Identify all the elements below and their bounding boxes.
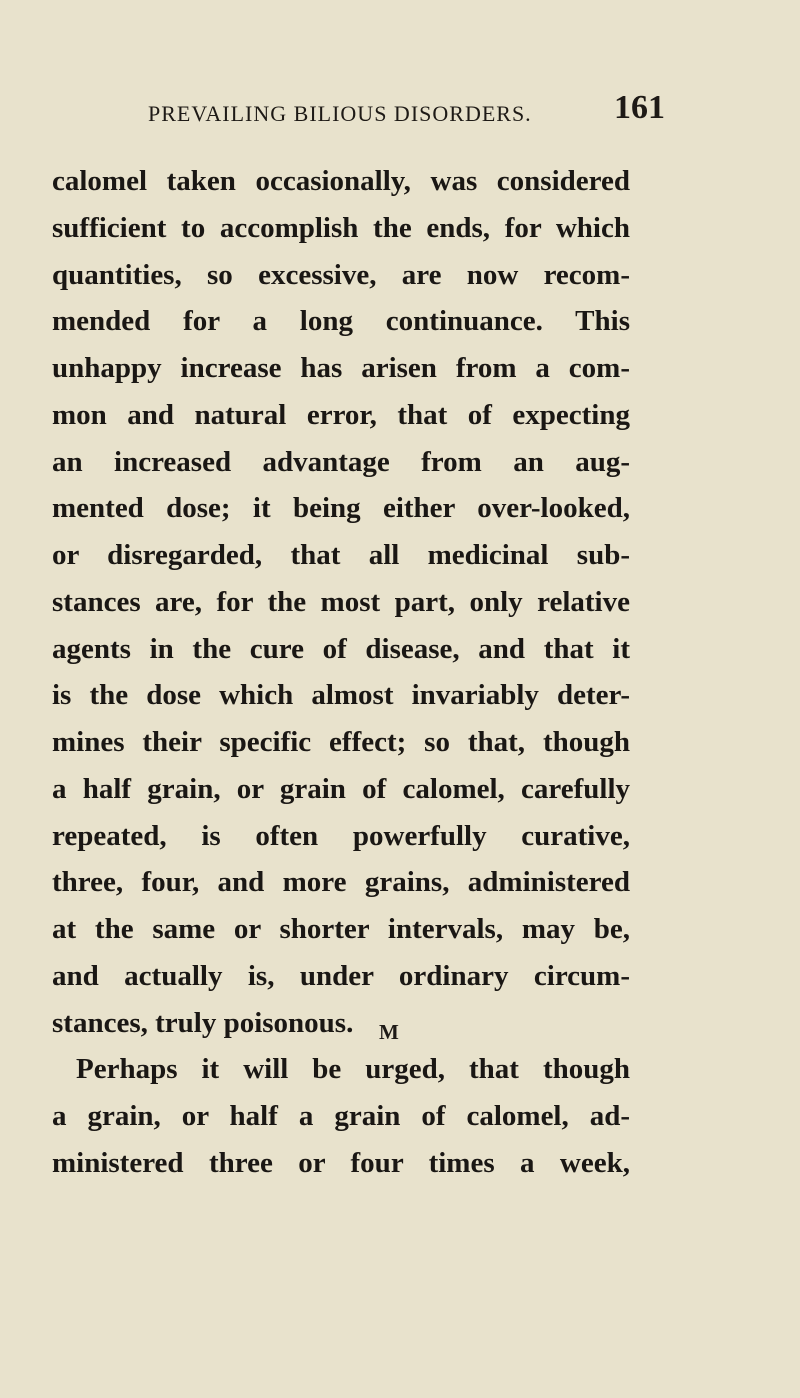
text-line: quantities, so excessive, are now recom- xyxy=(52,258,630,291)
text-line: at the same or shorter intervals, may be, xyxy=(52,913,630,945)
text-line: stances are, for the most part, only relative xyxy=(52,585,630,618)
text-line: agents in the cure of disease, and that it xyxy=(52,632,630,665)
text-line: is the dose which almost invariably deter- xyxy=(52,679,630,712)
text-line: an increased advantage from an aug- xyxy=(52,445,630,478)
text-line: mines their specific effect; so that, though xyxy=(52,726,630,758)
text-line: repeated, is often powerfully curative, xyxy=(52,819,630,852)
body-text xyxy=(52,158,630,1187)
running-head xyxy=(0,85,800,135)
running-title: PREVAILING BILIOUS DISORDERS. xyxy=(148,101,532,126)
text-line: three, four, and more grains, administered xyxy=(52,866,630,899)
text-line: unhappy increase has arisen from a com- xyxy=(52,352,630,384)
text-line: calomel taken occasionally, was considered xyxy=(52,165,630,197)
text-line: Perhaps it will be urged, that though xyxy=(76,1053,630,1086)
text-line: mented dose; it being either over-looked, xyxy=(52,492,630,525)
text-line: or disregarded, that all medicinal sub- xyxy=(52,539,630,571)
text-line: mended for a long continuance. This xyxy=(52,305,630,338)
page-number: 161 xyxy=(614,89,665,126)
text-line: mon and natural error, that of expecting xyxy=(52,398,630,431)
signature-mark: M xyxy=(379,1020,399,1044)
text-line: stances, truly poisonous. xyxy=(52,1006,354,1039)
text-line: ministered three or four times a week, xyxy=(52,1146,630,1179)
text-line: sufficient to accomplish the ends, for which xyxy=(52,211,630,244)
text-line: a grain, or half a grain of calomel, ad- xyxy=(52,1100,630,1132)
text-line: a half grain, or grain of calomel, carefully xyxy=(52,772,630,805)
text-line: and actually is, under ordinary circum- xyxy=(52,959,630,992)
